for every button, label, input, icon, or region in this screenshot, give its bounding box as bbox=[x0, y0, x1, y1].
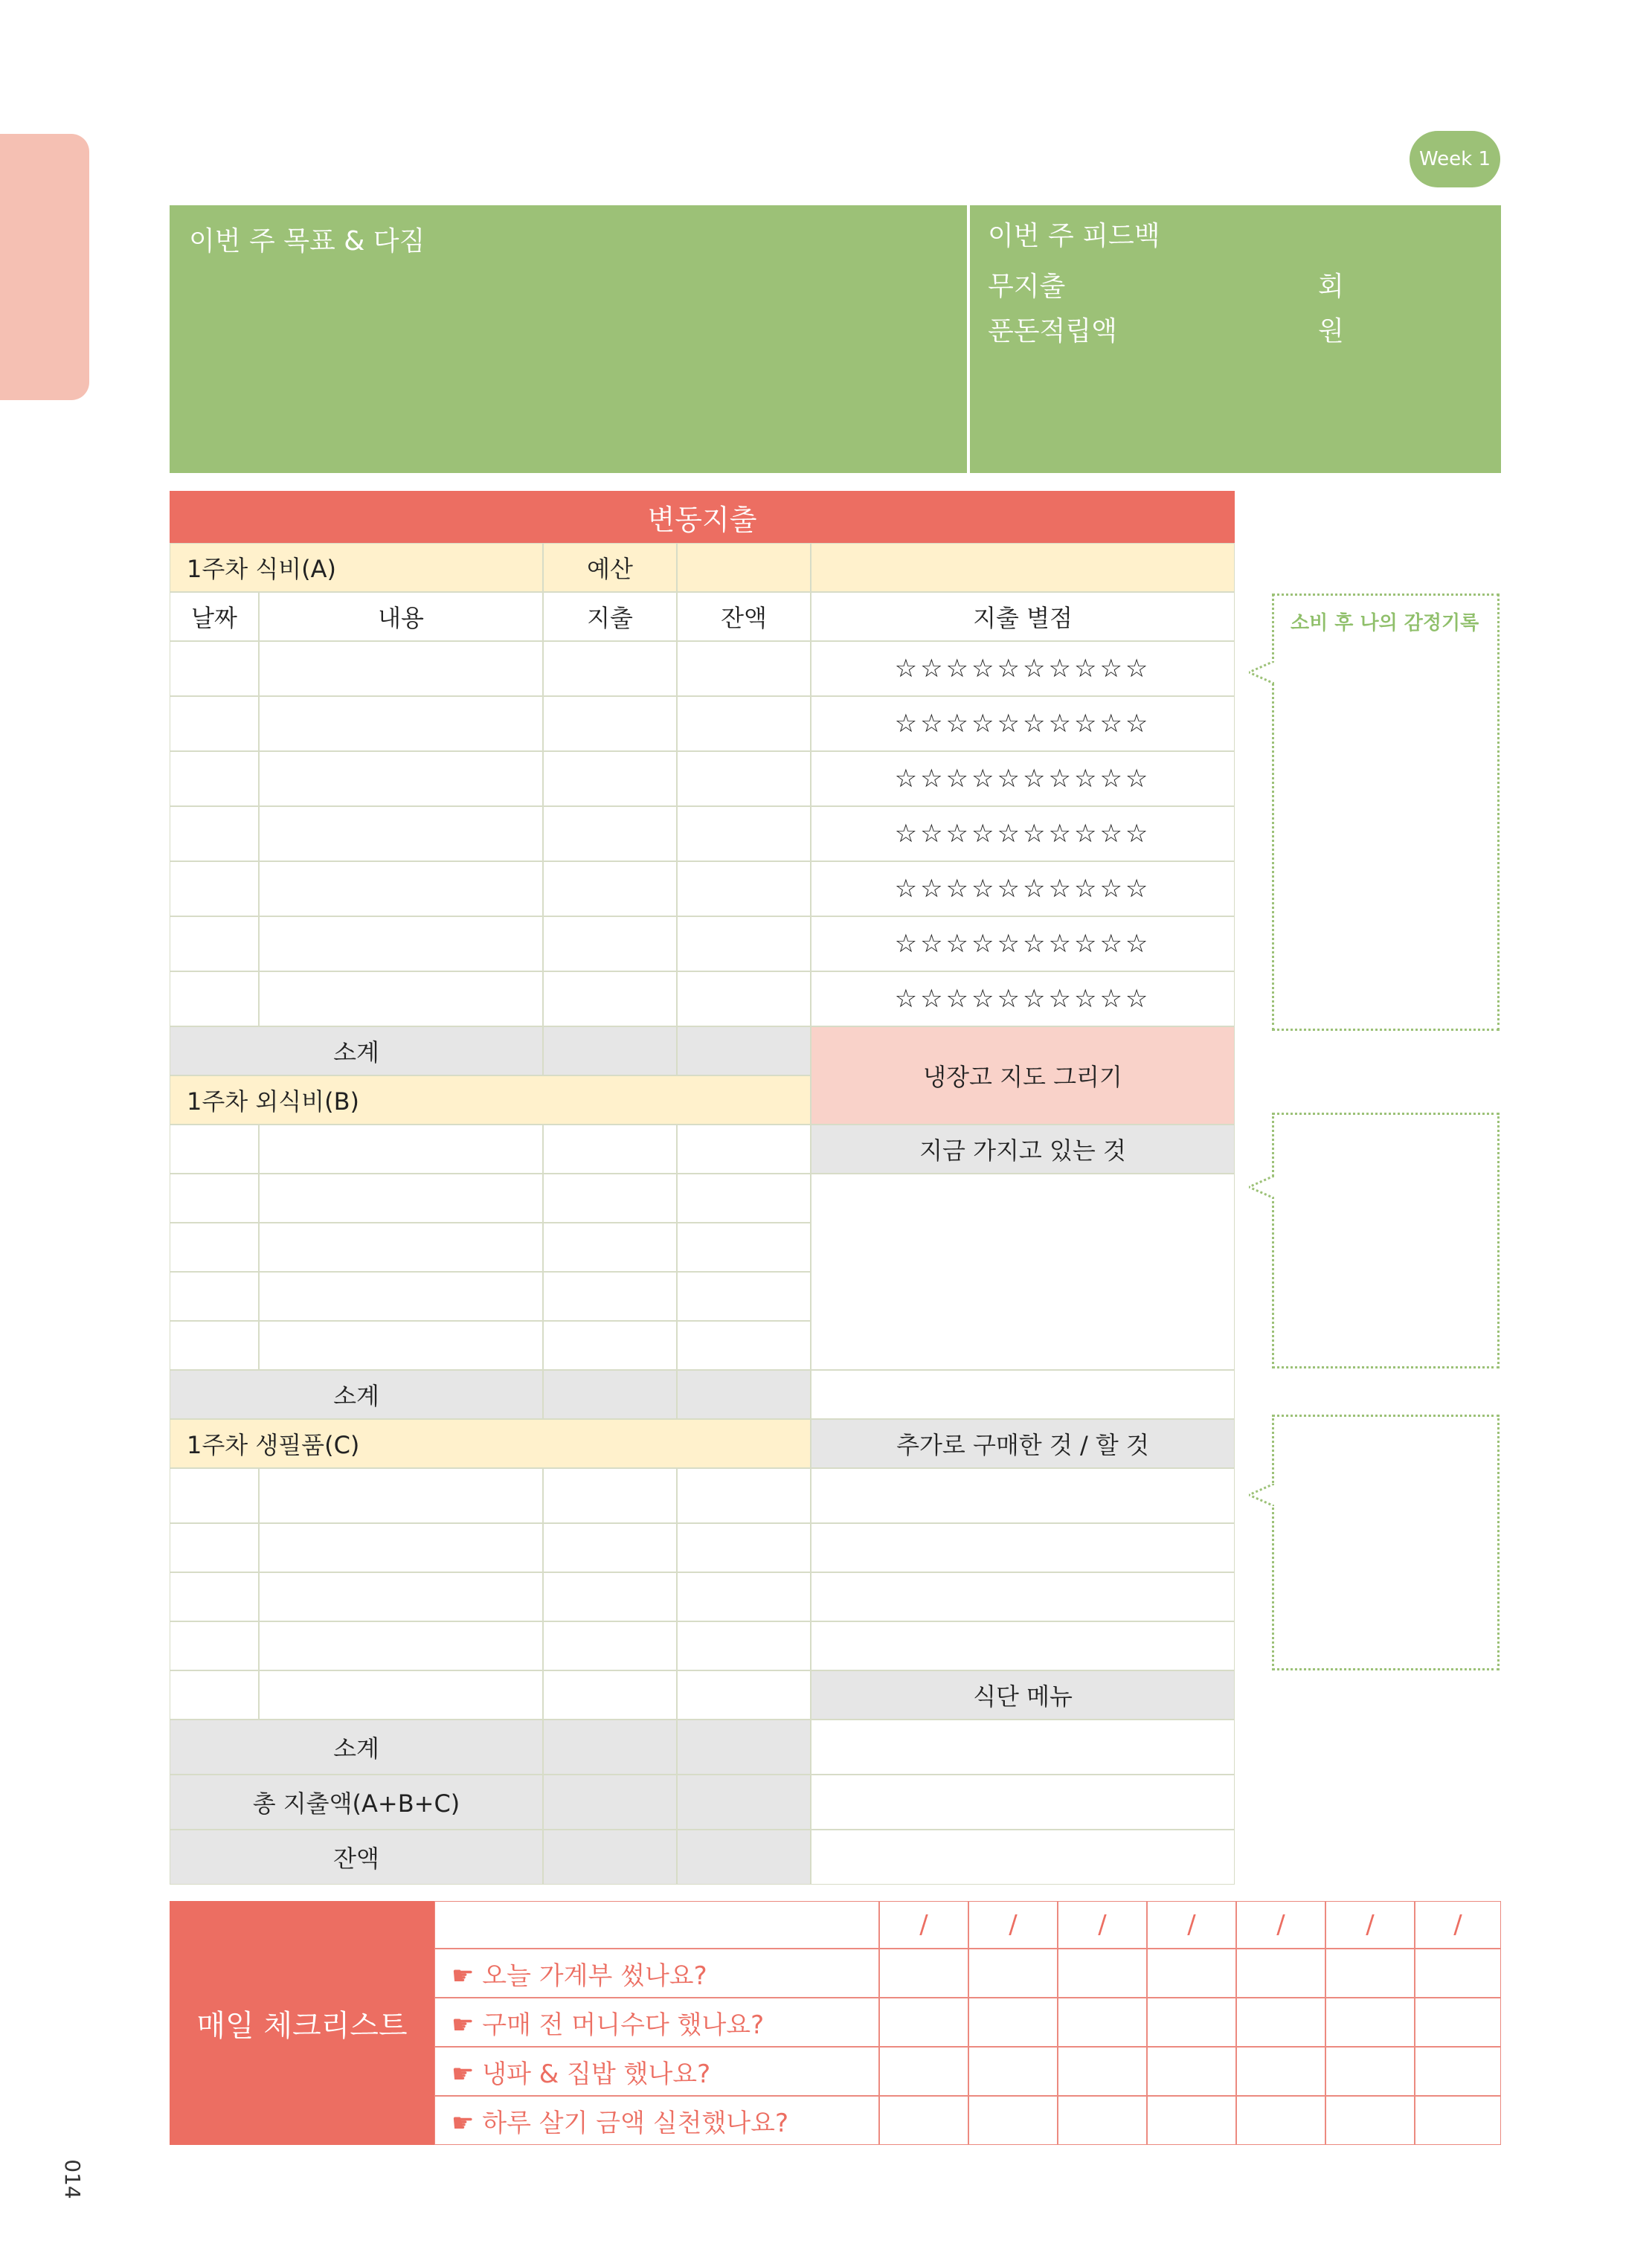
dining-date-cell[interactable] bbox=[170, 1321, 259, 1370]
food-spend-cell[interactable] bbox=[543, 751, 677, 806]
checklist-check-cell[interactable] bbox=[1236, 2096, 1325, 2145]
emotion-note-title: 소비 후 나의 감정기록 bbox=[1291, 612, 1479, 634]
checklist-check-cell[interactable] bbox=[968, 2047, 1058, 2096]
supplies-balance-cell[interactable] bbox=[677, 1523, 811, 1572]
dining-spend-cell[interactable] bbox=[543, 1125, 677, 1174]
food-spend-cell[interactable] bbox=[543, 861, 677, 916]
checklist-check-cell[interactable] bbox=[1236, 1998, 1325, 2047]
food-content-cell[interactable] bbox=[259, 916, 543, 971]
savings-label: 푼돈적립액 bbox=[988, 316, 1117, 347]
total-label: 총 지출액(A+B+C) bbox=[170, 1775, 543, 1830]
food-content-cell[interactable] bbox=[259, 641, 543, 696]
checklist-check-cell[interactable] bbox=[1147, 1998, 1236, 2047]
food-date-cell[interactable] bbox=[170, 696, 259, 751]
supplies-label: 1주차 생필품(C) bbox=[170, 1419, 811, 1468]
supplies-subtotal-spend[interactable] bbox=[543, 1720, 677, 1775]
to-buy-cell[interactable] bbox=[811, 1572, 1235, 1621]
fridge-map-title: 냉장고 지도 그리기 bbox=[811, 1026, 1235, 1125]
variable-expense-header: 변동지출 bbox=[170, 491, 1235, 543]
supplies-spend-cell[interactable] bbox=[543, 1572, 677, 1621]
food-balance-cell[interactable] bbox=[677, 971, 811, 1026]
speech-tail-icon bbox=[1249, 1484, 1274, 1506]
checklist-check-cell[interactable] bbox=[1058, 1949, 1147, 1998]
balance-value[interactable] bbox=[677, 1830, 811, 1885]
dining-spend-cell[interactable] bbox=[543, 1174, 677, 1223]
checklist-date-2[interactable]: / bbox=[968, 1901, 1058, 1949]
dining-date-cell[interactable] bbox=[170, 1125, 259, 1174]
dining-date-cell[interactable] bbox=[170, 1174, 259, 1223]
supplies-balance-cell[interactable] bbox=[677, 1621, 811, 1670]
checklist-check-cell[interactable] bbox=[1415, 1949, 1501, 1998]
food-label: 1주차 식비(A) bbox=[170, 543, 543, 592]
checklist-check-cell[interactable] bbox=[879, 2047, 968, 2096]
food-spend-cell[interactable] bbox=[543, 806, 677, 861]
total-balance[interactable] bbox=[677, 1775, 811, 1830]
dining-balance-cell[interactable] bbox=[677, 1125, 811, 1174]
header-date: 날짜 bbox=[170, 592, 259, 641]
supplies-subtotal-balance[interactable] bbox=[677, 1720, 811, 1775]
food-star-rating[interactable]: ☆☆☆☆☆☆☆☆☆☆ bbox=[811, 971, 1235, 1026]
dining-subtotal-balance[interactable] bbox=[677, 1370, 811, 1419]
menu-cell[interactable] bbox=[811, 1720, 1235, 1775]
checklist-date-3[interactable]: / bbox=[1058, 1901, 1147, 1949]
checklist-date-1[interactable]: / bbox=[879, 1901, 968, 1949]
checklist-check-cell[interactable] bbox=[1236, 1949, 1325, 1998]
dining-subtotal-label: 소계 bbox=[170, 1370, 543, 1419]
supplies-spend-cell[interactable] bbox=[543, 1523, 677, 1572]
variable-expense-grid bbox=[170, 543, 1235, 1876]
dining-balance-cell[interactable] bbox=[677, 1272, 811, 1321]
total-spend[interactable] bbox=[543, 1775, 677, 1830]
food-balance-cell[interactable] bbox=[677, 916, 811, 971]
checklist-date-4[interactable]: / bbox=[1147, 1901, 1236, 1949]
supplies-content-cell[interactable] bbox=[259, 1523, 543, 1572]
checklist-check-cell[interactable] bbox=[1325, 2096, 1415, 2145]
supplies-date-cell[interactable] bbox=[170, 1572, 259, 1621]
checklist-check-cell[interactable] bbox=[968, 2096, 1058, 2145]
budget-extra-cell[interactable] bbox=[811, 543, 1235, 592]
speech-tail-icon bbox=[1249, 1176, 1274, 1198]
dining-content-cell[interactable] bbox=[259, 1125, 543, 1174]
food-star-rating[interactable]: ☆☆☆☆☆☆☆☆☆☆ bbox=[811, 806, 1235, 861]
side-tab bbox=[0, 134, 89, 400]
balance-label: 잔액 bbox=[170, 1830, 543, 1885]
food-balance-cell[interactable] bbox=[677, 641, 811, 696]
checklist-date-6[interactable]: / bbox=[1325, 1901, 1415, 1949]
dining-content-cell[interactable] bbox=[259, 1174, 543, 1223]
weekly-feedback-box[interactable] bbox=[970, 205, 1501, 473]
food-date-cell[interactable] bbox=[170, 971, 259, 1026]
supplies-spend-cell[interactable] bbox=[543, 1468, 677, 1523]
emotion-note-box[interactable] bbox=[1272, 594, 1500, 1031]
supplies-date-cell[interactable] bbox=[170, 1523, 259, 1572]
to-buy-cell[interactable] bbox=[811, 1523, 1235, 1572]
food-balance-cell[interactable] bbox=[677, 806, 811, 861]
supplies-content-cell[interactable] bbox=[259, 1621, 543, 1670]
savings-unit: 원 bbox=[1318, 316, 1344, 347]
have-now-area[interactable] bbox=[811, 1174, 1235, 1370]
balance-spend[interactable] bbox=[543, 1830, 677, 1885]
checklist-check-cell[interactable] bbox=[1325, 2047, 1415, 2096]
food-spend-cell[interactable] bbox=[543, 696, 677, 751]
checklist-check-cell[interactable] bbox=[1147, 2096, 1236, 2145]
to-buy-cell[interactable] bbox=[811, 1621, 1235, 1670]
checklist-check-cell[interactable] bbox=[879, 2096, 968, 2145]
checklist-check-cell[interactable] bbox=[1058, 2047, 1147, 2096]
supplies-content-cell[interactable] bbox=[259, 1670, 543, 1720]
supplies-spend-cell[interactable] bbox=[543, 1670, 677, 1720]
supplies-content-cell[interactable] bbox=[259, 1572, 543, 1621]
food-content-cell[interactable] bbox=[259, 806, 543, 861]
checklist-check-cell[interactable] bbox=[1415, 2047, 1501, 2096]
budget-label: 예산 bbox=[543, 543, 677, 592]
budget-input[interactable] bbox=[677, 543, 811, 592]
supplies-date-cell[interactable] bbox=[170, 1468, 259, 1523]
page-number: 014 bbox=[60, 2159, 86, 2199]
header-spend: 지출 bbox=[543, 592, 677, 641]
weekly-goal-title: 이번 주 목표 & 다짐 bbox=[189, 226, 425, 257]
to-buy-cell[interactable] bbox=[811, 1468, 1235, 1523]
checklist-item: ☛ 구매 전 머니수다 했나요? bbox=[434, 1998, 879, 2047]
menu-cell[interactable] bbox=[811, 1830, 1235, 1885]
checklist-check-cell[interactable] bbox=[1147, 1949, 1236, 1998]
no-spend-label: 무지출 bbox=[988, 271, 1066, 302]
header-balance: 잔액 bbox=[677, 592, 811, 641]
food-star-rating[interactable]: ☆☆☆☆☆☆☆☆☆☆ bbox=[811, 641, 1235, 696]
have-now-title: 지금 가지고 있는 것 bbox=[811, 1125, 1235, 1174]
food-date-cell[interactable] bbox=[170, 751, 259, 806]
dining-content-cell[interactable] bbox=[259, 1223, 543, 1272]
supplies-balance-cell[interactable] bbox=[677, 1572, 811, 1621]
checklist-date-5[interactable]: / bbox=[1236, 1901, 1325, 1949]
food-balance-cell[interactable] bbox=[677, 696, 811, 751]
to-buy-title: 추가로 구매한 것 / 할 것 bbox=[811, 1419, 1235, 1468]
checklist-check-cell[interactable] bbox=[1236, 2047, 1325, 2096]
weekly-goal-box[interactable] bbox=[170, 205, 967, 473]
checklist-check-cell[interactable] bbox=[1415, 1998, 1501, 2047]
checklist-check-cell[interactable] bbox=[879, 1998, 968, 2047]
checklist-check-cell[interactable] bbox=[1147, 2047, 1236, 2096]
food-subtotal-label: 소계 bbox=[170, 1026, 543, 1075]
food-spend-cell[interactable] bbox=[543, 641, 677, 696]
food-content-cell[interactable] bbox=[259, 861, 543, 916]
checklist-item: ☛ 냉파 & 집밥 했나요? bbox=[434, 2047, 879, 2096]
food-subtotal-spend[interactable] bbox=[543, 1026, 677, 1075]
food-star-rating[interactable]: ☆☆☆☆☆☆☆☆☆☆ bbox=[811, 751, 1235, 806]
food-star-rating[interactable]: ☆☆☆☆☆☆☆☆☆☆ bbox=[811, 696, 1235, 751]
dining-spend-cell[interactable] bbox=[543, 1223, 677, 1272]
checklist-check-cell[interactable] bbox=[968, 1998, 1058, 2047]
have-now-extra-cell[interactable] bbox=[811, 1370, 1235, 1419]
checklist-check-cell[interactable] bbox=[1415, 2096, 1501, 2145]
no-spend-unit: 회 bbox=[1318, 271, 1344, 302]
food-content-cell[interactable] bbox=[259, 971, 543, 1026]
dining-subtotal-spend[interactable] bbox=[543, 1370, 677, 1419]
menu-cell[interactable] bbox=[811, 1775, 1235, 1830]
dining-balance-cell[interactable] bbox=[677, 1321, 811, 1370]
checklist-check-cell[interactable] bbox=[879, 1949, 968, 1998]
supplies-subtotal-label: 소계 bbox=[170, 1720, 543, 1775]
checklist-check-cell[interactable] bbox=[968, 1949, 1058, 1998]
supplies-date-cell[interactable] bbox=[170, 1670, 259, 1720]
supplies-date-cell[interactable] bbox=[170, 1621, 259, 1670]
food-star-rating[interactable]: ☆☆☆☆☆☆☆☆☆☆ bbox=[811, 861, 1235, 916]
dining-date-cell[interactable] bbox=[170, 1223, 259, 1272]
food-content-cell[interactable] bbox=[259, 696, 543, 751]
checklist-check-cell[interactable] bbox=[1325, 1998, 1415, 2047]
supplies-content-cell[interactable] bbox=[259, 1468, 543, 1523]
checklist-item: ☛ 오늘 가계부 썼나요? bbox=[434, 1949, 879, 1998]
dining-content-cell[interactable] bbox=[259, 1272, 543, 1321]
checklist-title: 매일 체크리스트 bbox=[170, 1901, 434, 2145]
checklist-check-cell[interactable] bbox=[1058, 2096, 1147, 2145]
header-rating: 지출 별점 bbox=[811, 592, 1235, 641]
food-content-cell[interactable] bbox=[259, 751, 543, 806]
savings-row bbox=[988, 309, 1483, 354]
food-subtotal-balance[interactable] bbox=[677, 1026, 811, 1075]
dining-balance-cell[interactable] bbox=[677, 1174, 811, 1223]
food-date-cell[interactable] bbox=[170, 806, 259, 861]
food-date-cell[interactable] bbox=[170, 641, 259, 696]
week-badge: Week 1 bbox=[1410, 131, 1500, 187]
dining-spend-cell[interactable] bbox=[543, 1272, 677, 1321]
emotion-note-box-2[interactable] bbox=[1272, 1113, 1500, 1368]
food-star-rating[interactable]: ☆☆☆☆☆☆☆☆☆☆ bbox=[811, 916, 1235, 971]
food-balance-cell[interactable] bbox=[677, 861, 811, 916]
menu-title: 식단 메뉴 bbox=[811, 1670, 1235, 1720]
no-spend-row bbox=[988, 265, 1483, 309]
weekly-feedback-title: 이번 주 피드백 bbox=[988, 221, 1160, 251]
dining-content-cell[interactable] bbox=[259, 1321, 543, 1370]
food-balance-cell[interactable] bbox=[677, 751, 811, 806]
dining-spend-cell[interactable] bbox=[543, 1321, 677, 1370]
food-date-cell[interactable] bbox=[170, 861, 259, 916]
food-spend-cell[interactable] bbox=[543, 916, 677, 971]
food-spend-cell[interactable] bbox=[543, 971, 677, 1026]
header-content: 내용 bbox=[259, 592, 543, 641]
dining-date-cell[interactable] bbox=[170, 1272, 259, 1321]
supplies-spend-cell[interactable] bbox=[543, 1621, 677, 1670]
dining-balance-cell[interactable] bbox=[677, 1223, 811, 1272]
speech-tail-icon bbox=[1249, 661, 1274, 683]
food-date-cell[interactable] bbox=[170, 916, 259, 971]
checklist-date-7[interactable]: / bbox=[1415, 1901, 1501, 1949]
supplies-balance-cell[interactable] bbox=[677, 1468, 811, 1523]
checklist-header-blank bbox=[434, 1901, 879, 1949]
checklist-check-cell[interactable] bbox=[1325, 1949, 1415, 1998]
checklist-check-cell[interactable] bbox=[1058, 1998, 1147, 2047]
checklist-item: ☛ 하루 살기 금액 실천했나요? bbox=[434, 2096, 879, 2145]
supplies-balance-cell[interactable] bbox=[677, 1670, 811, 1720]
dining-label: 1주차 외식비(B) bbox=[170, 1075, 811, 1125]
emotion-note-box-3[interactable] bbox=[1272, 1415, 1500, 1670]
